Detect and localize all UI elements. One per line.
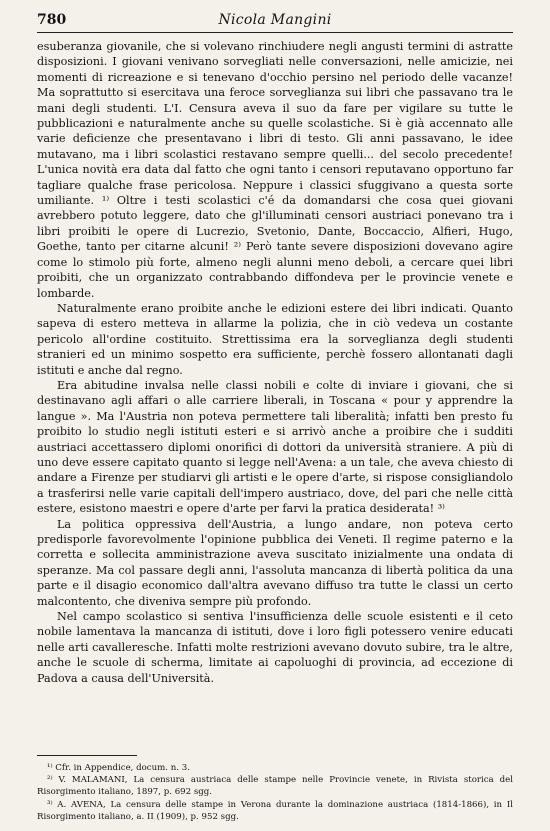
running-head: Nicola Mangini: [218, 12, 332, 28]
paragraph: Naturalmente erano proibite anche le edizioni estere dei libri indicati. Quanto sapeva di estero metteva in allarme la polizia, che in ciò vedeva un costante pericolo all'ordine costituito. Strettissima era la sorveglianza degli studenti stranieri ed un minimo sospetto era sufficiente, perchè fossero allontanati dagli istituti e anche dal regno.: [37, 301, 513, 377]
footnote: ²⁾ V. MALAMANI, La censura austriaca delle stampe nelle Provincie venete, in Rivista storica del Risorgimento italiano, 1897, p. 692 sgg.: [37, 775, 513, 798]
paragraph: Era abitudine invalsa nelle classi nobili e colte di inviare i giovani, che si destinavano agli affari o alle carriere liberali, in Toscana « pour y apprendre la langue ». Ma l'Austria non poteva permettere tali liberalità; infatti ben presto fu proibito lo studio negli istituti esteri e si arrivò anche a proibire che i sudditi austriaci accettassero diplomi onorifici di dottori da università straniere. A più di uno deve essere capitato quanto si legge nell'Avena: a un tale, che aveva chiesto di andare a Firenze per studiarvi gli artisti e le opere d'arte, si rispose consigliandolo a trasferirsi nelle varie capitali dell'impero austriaco, dove, del pari che nelle città estere, esistono maestri e opere d'arte per farvi la pratica desiderata! ³⁾: [37, 378, 513, 516]
footnote: ³⁾ A. AVENA, La censura delle stampe in Verona durante la dominazione austriaca (1814-1866), in Il Risorgimento italiano, a. II (1909), p. 952 sgg.: [37, 799, 513, 822]
footnote-rule: [37, 755, 137, 756]
footnote: ¹⁾ Cfr. in Appendice, docum. n. 3.: [47, 763, 190, 773]
body-text: [37, 39, 513, 686]
paragraph: La politica oppressiva dell'Austria, a lungo andare, non poteva certo predisporle favorevolmente l'opinione pubblica dei Veneti. Il regime paterno e la corretta e sollecita amministrazione aveva suscitato inizialmente una ondata di speranze. Ma col passare degli anni, l'assoluta mancanza di libertà politica da una parte e il disagio economico dall'altra avevano diffuso tra tutte le classi un certo malcontento, che diveniva sempre più profondo.: [37, 517, 513, 608]
paragraph: esuberanza giovanile, che si volevano rinchiudere negli angusti termini di astratte disposizioni. I giovani venivano sorvegliati nelle conversazioni, nelle amicizie, nei momenti di ricreazione e si tenevano d'occhio persino nel periodo delle vacanze! Ma soprattutto si esercitava una feroce sorveglianza sui libri che passavano tra le mani degli studenti. L'I. Censura aveva il suo da fare per vigilare su tutte le pubblicazioni e naturalmente anche su quelle scolastiche. Si è già accennato alle varie deficienze che presentavano i libri di testo. Gli anni passavano, le idee mutavano, ma i libri scolastici restavano sempre quelli... del secolo precedente! L'unica novità era data dal fatto che ogni tanto i censori reputavano opportuno far tagliare qualche frase pericolosa. Neppure i classici sfuggivano a questa sorte umiliante. ¹⁾ Oltre i testi scolastici c'é da domandarsi che cosa quei giovani avrebbero potuto leggere, dato che gl'illuminati censori austriaci ponevano tra i libri proibiti le opere di Lucrezio, Svetonio, Dante, Boccaccio, Alfieri, Hugo, Goethe, tanto per citarne alcuni! ²⁾ Però tante severe disposizioni dovevano agire come lo stimolo più forte, almeno negli alunni meno deboli, a cercare quei libri proibiti, che un organizzato contrabbando diffondeva per le provincie venete e lombarde.: [37, 40, 513, 300]
page-header: [37, 12, 513, 33]
footnotes: [37, 755, 513, 823]
page-number: 780: [37, 12, 67, 28]
paragraph: Nel campo scolastico si sentiva l'insufficienza delle scuole esistenti e il ceto nobile lamentava la mancanza di istituti, dove i loro figli potessero venire educati nelle arti cavalleresche. Infatti molte restrizioni avevano dovuto subire, tra le altre, anche le scuole di scherma, limitate ai capoluoghi di provincia, ad eccezione di Padova a causa dell'Università.: [37, 610, 513, 685]
